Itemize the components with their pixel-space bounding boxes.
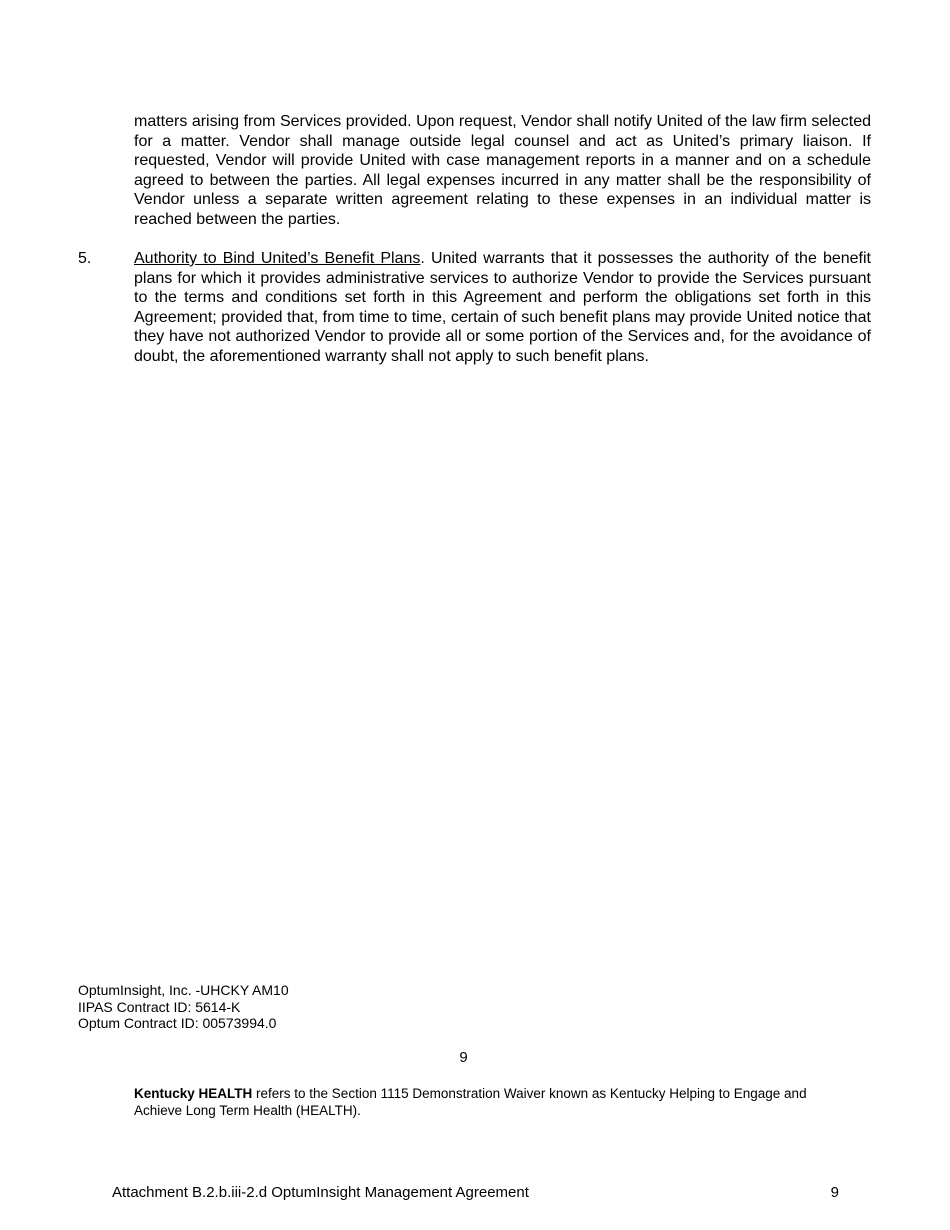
footer-iipas-id: IIPAS Contract ID: 5614-K (78, 998, 241, 1015)
page-number: 9 (459, 1049, 468, 1066)
section-authority-to-bind (134, 249, 871, 367)
attachment-title: Attachment B.2.b.iii-2.d OptumInsight Management Agreement (112, 1184, 529, 1201)
attachment-footer (112, 1184, 839, 1201)
attachment-page-number: 9 (830, 1184, 839, 1201)
contract-footer (78, 982, 289, 1032)
footer-company-line: OptumInsight, Inc. -UHCKY AM10 (78, 982, 289, 998)
kentucky-health-note (134, 1086, 844, 1120)
note-text: refers to the Section 1115 Demonstration Waiver known as Kentucky Helping to Engage and Achieve Long Term Health (HEALTH). (134, 1086, 807, 1118)
section-number: 5. (78, 250, 92, 267)
note-bold-term: Kentucky HEALTH (134, 1086, 253, 1101)
paragraph-legal-matters: matters arising from Services provided. Upon request, Vendor shall notify United of the law firm selected for a matter. Vendor shall manage outside legal counsel and act as United’s primary liaison. If requested, Vendor will provide United with case management reports in a manner and on a schedule agreed to between the parties. All legal expenses incurred in any matter shall be the responsibility of Vendor unless a separate written agreement relating to these expenses in an individual matter is reached between the parties. (134, 113, 871, 228)
footer-optum-id: Optum Contract ID: 00573994.0 (78, 1015, 277, 1032)
section-body: . United warrants that it possesses the authority of the benefit plans for which it provides administrative services to authorize Vendor to provide the Services pursuant to the terms and conditions set forth in this Agreement and perform the obligations set forth in this Agreement; provided that, from time to time, certain of such benefit plans may provide United notice that they have not authorized Vendor to provide all or some portion of the Services and, for the avoidance of doubt, the aforementioned warranty shall not apply to such benefit plans. (134, 250, 872, 365)
section-heading: Authority to Bind United’s Benefit Plans (134, 250, 421, 267)
